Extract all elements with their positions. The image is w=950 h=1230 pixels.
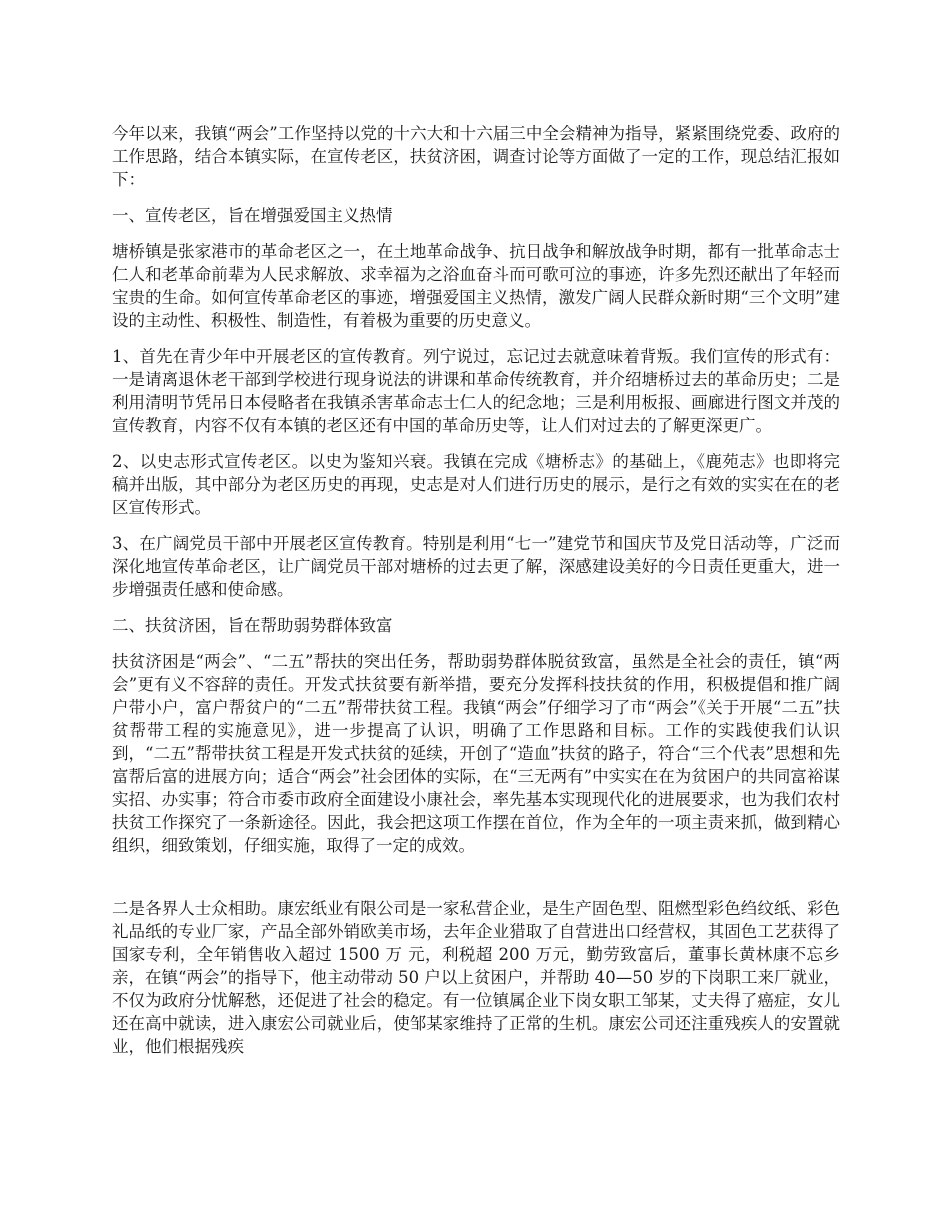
list-item-1: 1、首先在青少年中开展老区的宣传教育。列宁说过，忘记过去就意味着背叛。我们宣传的形式有：一是请离退休老干部到学校进行现身说法的讲课和革命传统教育，并介绍塘桥过去的革命历史；二是利用清明节凭吊日本侵略者在我镇杀害革命志士仁人的纪念地；三是利用板报、画廊进行图文并茂的宣传教育，内容不仅有本镇的老区还有中国的革命历史等，让人们对过去的了解更深更广。 (112, 347, 840, 435)
list-item-2: 2、以史志形式宣传老区。以史为鉴知兴衰。我镇在完成《塘桥志》的基础上，《鹿苑志》也即将完稿并出版，其中部分为老区历史的再现，史志是对人们进行历史的展示，是行之有效的实实在在的老区宣传形式。 (112, 452, 840, 517)
body-paragraph: 二是各界人士众相助。康宏纸业有限公司是一家私营企业，是生产固色型、阻燃型彩色绉纹纸、彩色礼品纸的专业厂家，产品全部外销欧美市场，去年企业猎取了自营进出口经营权，其固色工艺获得了国家专利，全年销售收入超过 1500 万 元，利税超 200 万元，勤劳致富后，董事长黄林康不忘乡亲，在镇“两会”的指导下，他主动带动 50 户以上贫困户，并帮助 40—50 岁的下岗职工来厂就业，不仅为政府分忧解愁，还促进了社会的稳定。有一位镇属企业下岗女职工邹某，丈夫得了癌症，女儿还在高中就读，进入康宏公司就业后，使邹某家维持了正常的生机。康宏公司还注重残疾人的安置就业，他们根据残疾 (112, 899, 840, 1056)
intro-paragraph: 今年以来，我镇“两会”工作坚持以党的十六大和十六届三中全会精神为指导，紧紧围绕党委、政府的工作思路，结合本镇实际，在宣传老区，扶贫济困，调查讨论等方面做了一定的工作，现总结汇报如下： (112, 124, 840, 189)
section-heading-2: 二、扶贫济困，旨在帮助弱势群体致富 (112, 616, 393, 635)
document-body (112, 122, 840, 1071)
body-paragraph: 扶贫济困是“两会”、“二五”帮扶的突出任务，帮助弱势群体脱贫致富，虽然是全社会的责任，镇“两会”更有义不容辞的责任。开发式扶贫要有新举措，要充分发挥科技扶贫的作用，积极提倡和推广阔户带小户，富户帮贫户的“二五”帮带扶贫工程。我镇“两会”仔细学习了市“两会”《关于开展“二五”扶贫帮带工程的实施意见》，进一步提高了认识，明确了工作思路和目标。工作的实践使我们认识到，“二五”帮带扶贫工程是开发式扶贫的延续，开创了“造血”扶贫的路子，符合“三个代表”思想和先富帮后富的进展方向；适合“两会”社会团体的实际，在“三无两有”中实实在在为贫困户的共同富裕谋实招、办实事；符合市委市政府全面建设小康社会，率先基本实现现代化的进展要求，也为我们农村扶贫工作探究了一条新途径。因此，我会把这项工作摆在首位，作为全年的一项主责来抓，做到精心组织，细致策划，仔细实施，取得了一定的成效。 (112, 652, 840, 855)
section-heading-1: 一、宣传老区，旨在增强爱国主义热情 (112, 206, 393, 225)
body-paragraph: 塘桥镇是张家港市的革命老区之一，在土地革命战争、抗日战争和解放战争时期，都有一批革命志士仁人和老革命前辈为人民求解放、求幸福为之浴血奋斗而可歌可泣的事迹，许多先烈还献出了年轻而宝贵的生命。如何宣传革命老区的事迹，增强爱国主义热情，激发广阔人民群众新时期“三个文明”建设的主动性、积极性、制造性，有着极为重要的历史意义。 (112, 242, 840, 330)
list-item-3: 3、在广阔党员干部中开展老区宣传教育。特别是利用“七一”建党节和国庆节及党日活动等，广泛而深化地宣传革命老区，让广阔党员干部对塘桥的过去更了解，深感建设美好的今日责任更重大，进一步增强责任感和使命感。 (112, 534, 840, 599)
